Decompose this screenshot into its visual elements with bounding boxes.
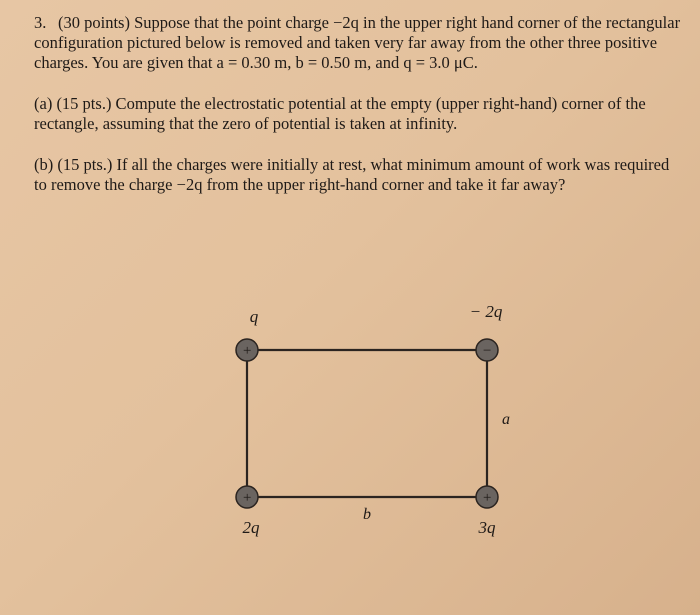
charge-bottom-left: [236, 486, 258, 508]
label-side-b: b: [363, 506, 371, 523]
problem-text-line-1: (30 points) Suppose that the point charge −2q in the upper right hand corner of the rectangular: [58, 13, 681, 32]
label-bottom-left-charge: 2q: [242, 518, 260, 537]
label-top-right-charge: − 2q: [469, 302, 503, 321]
label-top-left-charge: q: [249, 307, 259, 326]
label-bottom-right-charge: 3q: [478, 518, 496, 537]
plus-sign-top-left: +: [241, 343, 253, 359]
part-a-line-1: (a) (15 pts.) Compute the electrostatic potential at the empty (upper right-hand) corner of the: [34, 94, 646, 113]
problem-text-line-3: charges. You are given that a = 0.30 m, b = 0.50 m, and q = 3.0 μC.: [34, 53, 478, 72]
charge-top-right: [476, 339, 498, 361]
charge-top-left: [236, 339, 258, 361]
label-side-a: a: [502, 411, 510, 428]
minus-sign-top-right: −: [481, 343, 493, 359]
problem-text-line-2: configuration pictured below is removed and taken very far away from the other three positive: [34, 33, 658, 52]
plus-sign-bottom-left: +: [241, 490, 253, 506]
part-a-line-2: rectangle, assuming that the zero of potential is taken at infinity.: [34, 114, 458, 133]
plus-sign-bottom-right: +: [481, 490, 493, 506]
problem-number: 3.: [34, 13, 47, 32]
part-b-line-2: to remove the charge −2q from the upper right-hand corner and take it far away?: [34, 175, 566, 194]
charge-bottom-right: [476, 486, 498, 508]
part-b-line-1: (b) (15 pts.) If all the charges were initially at rest, what minimum amount of work was required: [34, 155, 670, 174]
